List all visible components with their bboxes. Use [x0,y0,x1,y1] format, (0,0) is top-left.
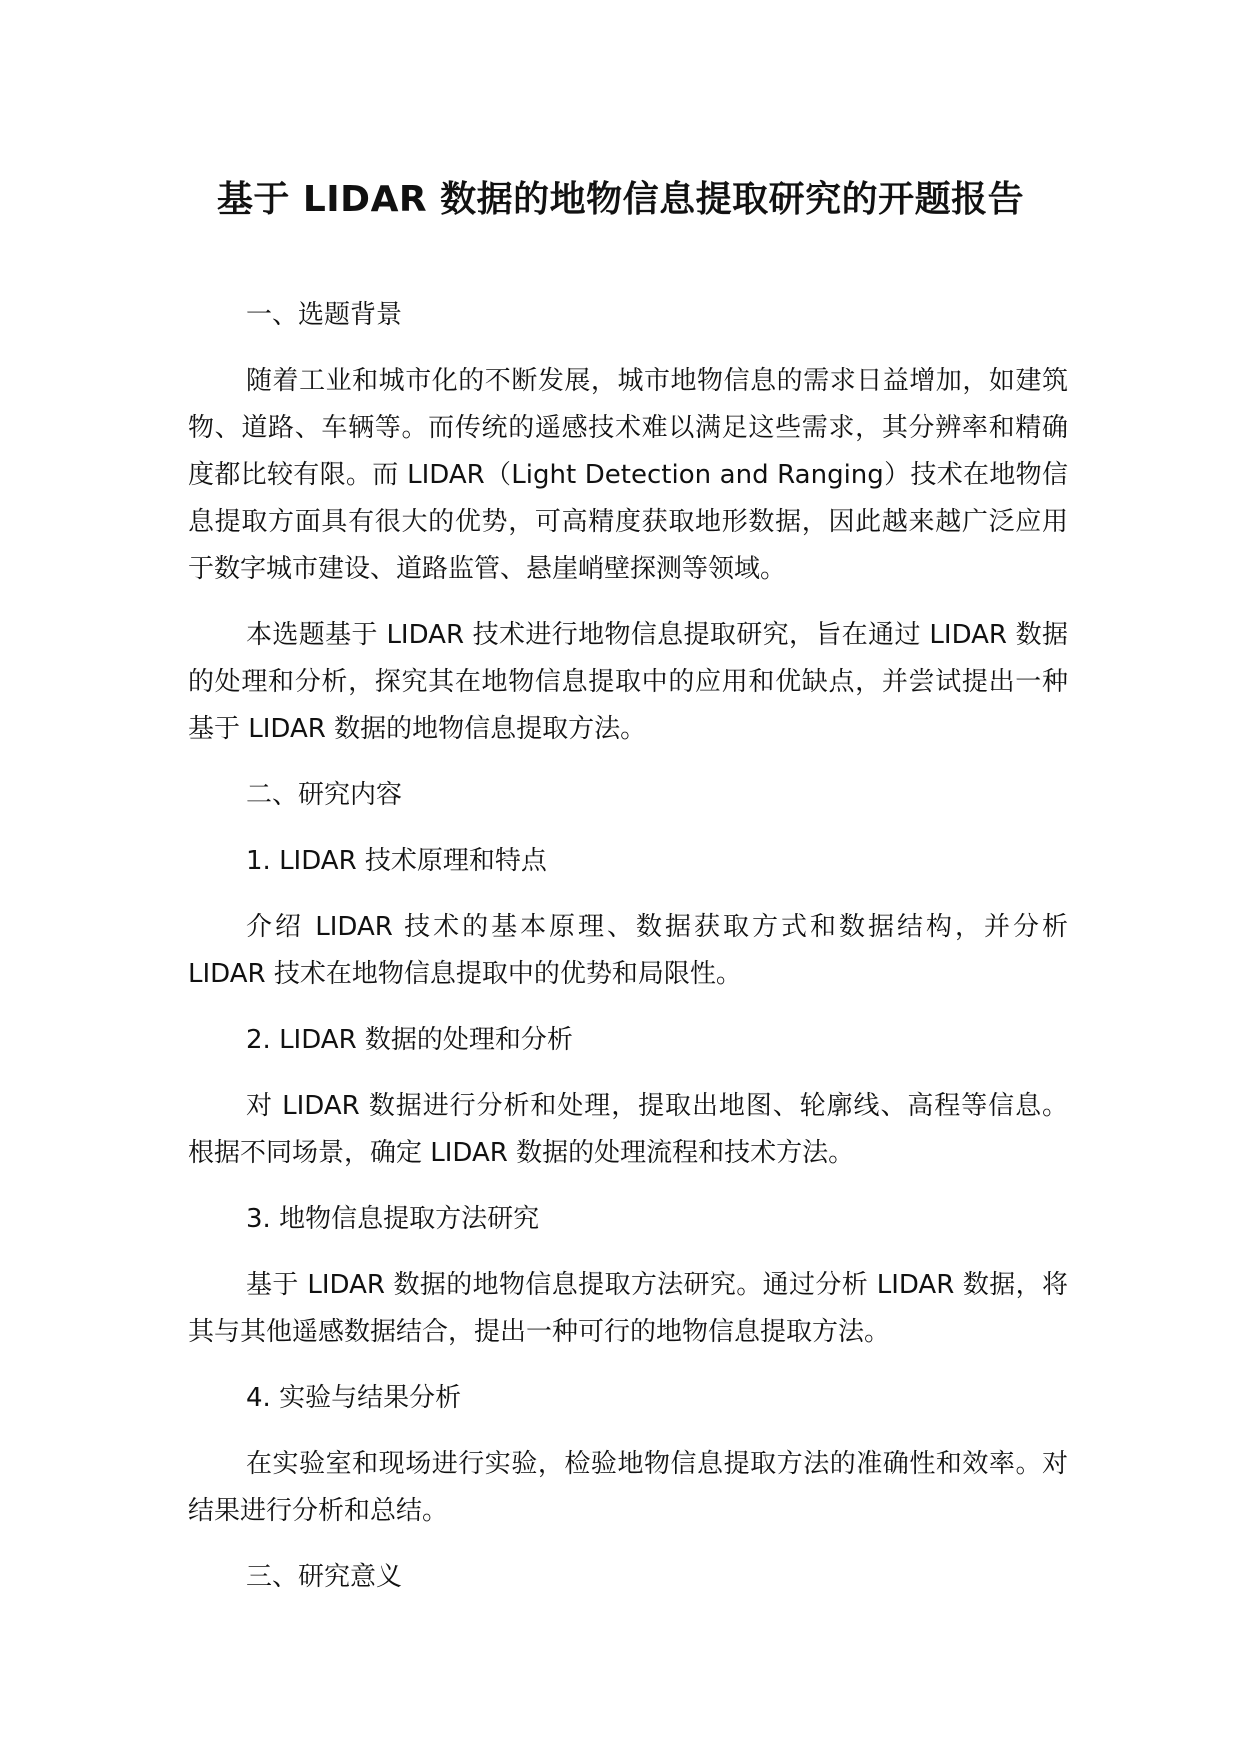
paragraph-lidar-principle: 介绍 LIDAR 技术的基本原理、数据获取方式和数据结构，并分析 LIDAR 技术在地物信息提取中的优势和局限性。 [188,912,1068,989]
subheading-lidar-principle: 1. LIDAR 技术原理和特点 [246,846,547,876]
paragraph-experiment: 在实验室和现场进行实验，检验地物信息提取方法的准确性和效率。对结果进行分析和总结。 [188,1449,1068,1526]
subheading-experiment: 4. 实验与结果分析 [246,1383,462,1413]
section-heading-research-content: 二、研究内容 [246,780,403,810]
subheading-extraction-method: 3. 地物信息提取方法研究 [246,1204,540,1234]
document-title: 基于 LIDAR 数据的地物信息提取研究的开题报告 [216,179,1025,220]
subheading-lidar-processing: 2. LIDAR 数据的处理和分析 [246,1025,573,1055]
paragraph-extraction-method: 基于 LIDAR 数据的地物信息提取方法研究。通过分析 LIDAR 数据，将其与其他遥感数据结合，提出一种可行的地物信息提取方法。 [188,1270,1068,1347]
section-heading-significance: 三、研究意义 [246,1562,403,1592]
paragraph-background-1: 随着工业和城市化的不断发展，城市地物信息的需求日益增加，如建筑物、道路、车辆等。而传统的遥感技术难以满足这些需求，其分辨率和精确度都比较有限。而 LIDAR（Light Detection and Ranging）技术在地物信息提取方面具有很大的优势，可高精度获取地形数据，因此越来越广泛应用于数字城市建设、道路监管、悬崖峭壁探测等领域。 [188,366,1068,584]
section-heading-background: 一、选题背景 [246,300,403,330]
paragraph-background-2: 本选题基于 LIDAR 技术进行地物信息提取研究，旨在通过 LIDAR 数据的处理和分析，探究其在地物信息提取中的应用和优缺点，并尝试提出一种基于 LIDAR 数据的地物信息提取方法。 [188,620,1068,744]
paragraph-lidar-processing: 对 LIDAR 数据进行分析和处理，提取出地图、轮廓线、高程等信息。根据不同场景，确定 LIDAR 数据的处理流程和技术方法。 [188,1091,1068,1168]
document-body [188,292,1068,1620]
